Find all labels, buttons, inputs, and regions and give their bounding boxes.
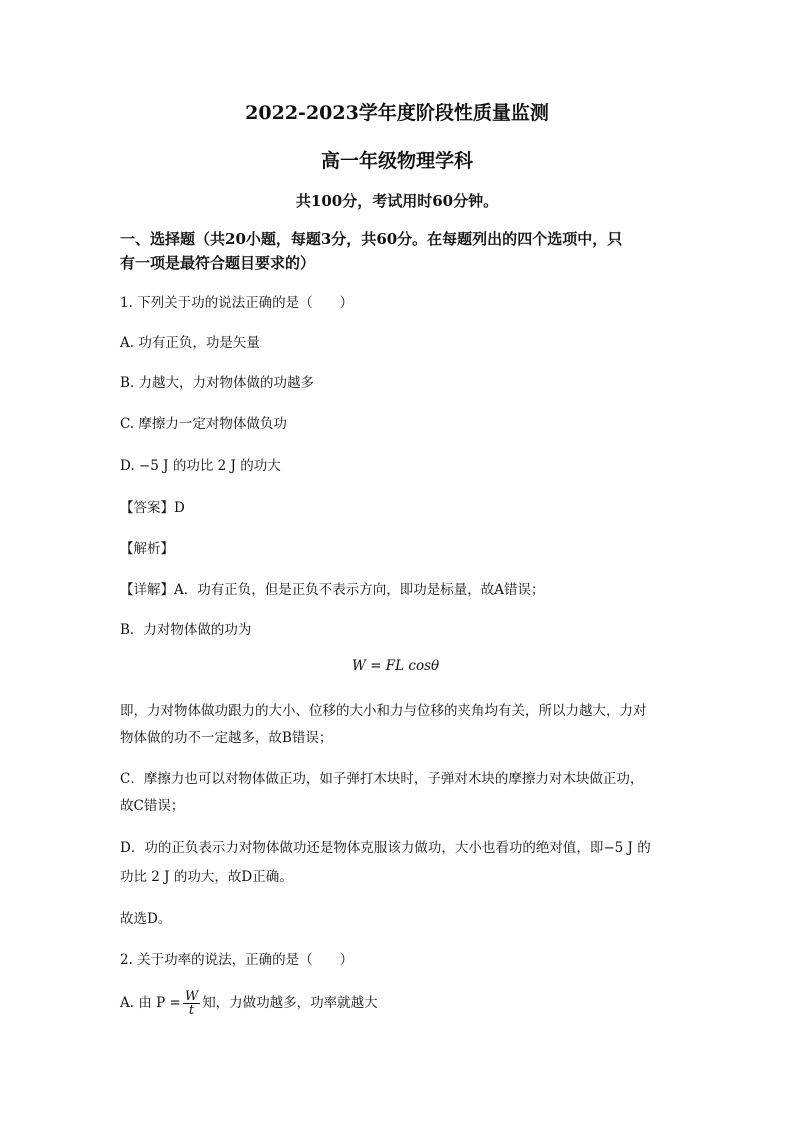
question-1-answer: 【答案】D <box>120 500 185 516</box>
question-1-detail-c-line1: C．摩擦力也可以对物体做正功，如子弹打木块时，子弹对木块的摩擦力对木块做正功， <box>120 771 644 787</box>
question-1-option-c: C. 摩擦力一定对物体做负功 <box>120 416 287 432</box>
option-a-prefix: A. 由 P = <box>120 995 181 1011</box>
work-formula: W = FL cosθ <box>352 658 440 674</box>
question-1-option-b: B. 力越大，力对物体做的功越多 <box>120 375 315 391</box>
question-1-conclusion: 故选D。 <box>120 911 172 927</box>
option-a-suffix: 知，力做功越多，功率就越大 <box>202 995 378 1011</box>
question-1-option-a: A. 功有正负，功是矢量 <box>120 335 260 351</box>
section-heading-line1: 一、选择题（共20小题，每题3分，共60分。在每题列出的四个选项中，只 <box>120 230 623 248</box>
question-1-stem: 1. 下列关于功的说法正确的是（ ） <box>120 295 354 311</box>
question-1-detail-a: 【详解】A．功有正负，但是正负不表示方向，即功是标量，故A错误； <box>120 582 545 598</box>
question-1-detail-d-line2: 功比 2 J 的功大，故D正确。 <box>120 869 293 885</box>
question-2-option-a <box>120 990 378 1017</box>
fraction-denominator: t <box>188 1003 195 1018</box>
question-1-option-d: D. −5 J 的功比 2 J 的功大 <box>120 458 281 474</box>
exam-info: 共100分，考试用时60分钟。 <box>295 192 499 210</box>
section-heading-line2: 有一项是最符合题目要求的） <box>120 254 316 272</box>
exam-title: 2022-2023学年度阶段性质量监测 <box>245 102 549 124</box>
question-1-detail-b2-line1: 即，力对物体做功跟力的大小、位移的大小和力与位移的夹角均有关，所以力越大，力对 <box>120 703 647 719</box>
question-2-stem: 2. 关于功率的说法，正确的是（ ） <box>120 952 354 968</box>
question-1-detail-c-line2: 故C错误； <box>120 798 185 814</box>
power-fraction <box>183 990 200 1017</box>
question-1-analysis-label: 【解析】 <box>120 541 174 557</box>
fraction-numerator: W <box>184 989 199 1004</box>
question-1-detail-d-line1: D．功的正负表示力对物体做功还是物体克服该力做功，大小也看功的绝对值，即−5 J 的 <box>120 840 651 856</box>
question-1-detail-b: B．力对物体做的功为 <box>120 622 252 638</box>
exam-subtitle: 高一年级物理学科 <box>320 150 473 172</box>
question-1-detail-b2-line2: 物体做的功不一定越多，故B错误； <box>120 730 333 746</box>
